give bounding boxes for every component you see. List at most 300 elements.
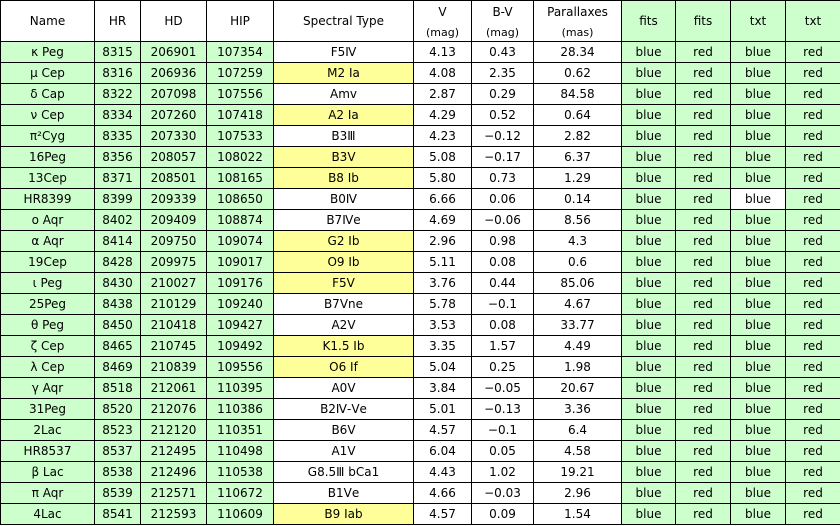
hr-number: 8399 [95,189,141,210]
bv-color-index: 1.02 [472,462,534,483]
fits-blue-link[interactable]: blue [622,42,676,63]
v-magnitude: 3.84 [414,378,472,399]
hd-number: 212593 [141,504,207,525]
spectral-type: O9 Ⅰb [274,252,414,273]
bv-color-index: −0.03 [472,483,534,504]
spectral-type: G2 Ⅰb [274,231,414,252]
fits-blue-link[interactable]: blue [622,168,676,189]
txt-blue-link[interactable]: blue [731,336,786,357]
fits-blue-link[interactable]: blue [622,273,676,294]
hd-number: 209975 [141,252,207,273]
txt-blue-link[interactable]: blue [731,42,786,63]
table-row [1,84,840,105]
v-magnitude: 2.96 [414,231,472,252]
table-row [1,252,840,273]
txt-blue-link[interactable]: blue [731,189,786,210]
hd-number: 207260 [141,105,207,126]
parallax: 0.14 [534,189,622,210]
parallax: 4.58 [534,441,622,462]
txt-red-link[interactable]: red [786,357,840,378]
txt-blue-link[interactable]: blue [731,231,786,252]
hip-number: 109427 [207,315,274,336]
v-magnitude: 6.66 [414,189,472,210]
hip-number: 109556 [207,357,274,378]
header-txt-blue: txt [731,1,786,42]
txt-blue-link[interactable]: blue [731,462,786,483]
txt-blue-link[interactable]: blue [731,126,786,147]
hip-number: 108650 [207,189,274,210]
hr-number: 8539 [95,483,141,504]
star-name: 16Peg [1,147,95,168]
hd-number: 212061 [141,378,207,399]
fits-blue-link[interactable]: blue [622,462,676,483]
hr-number: 8315 [95,42,141,63]
txt-blue-link[interactable]: blue [731,105,786,126]
hip-number: 107354 [207,42,274,63]
star-name: α Aqr [1,231,95,252]
header-v-unit: (mag) [414,23,472,42]
v-magnitude: 5.04 [414,357,472,378]
table-row [1,105,840,126]
fits-red-link[interactable]: red [676,357,731,378]
parallax: 0.64 [534,105,622,126]
v-magnitude: 3.53 [414,315,472,336]
fits-blue-link[interactable]: blue [622,378,676,399]
spectral-type: A2Ⅴ [274,315,414,336]
fits-red-link[interactable]: red [676,168,731,189]
hd-number: 206901 [141,42,207,63]
fits-red-link[interactable]: red [676,441,731,462]
hd-number: 209750 [141,231,207,252]
fits-red-link[interactable]: red [676,315,731,336]
spectral-type: B8 Ⅰb [274,168,414,189]
v-magnitude: 3.35 [414,336,472,357]
star-name: 4Lac [1,504,95,525]
table-row [1,399,840,420]
fits-red-link[interactable]: red [676,231,731,252]
parallax: 8.56 [534,210,622,231]
hd-number: 207330 [141,126,207,147]
spectral-type: B6Ⅴ [274,420,414,441]
parallax: 4.49 [534,336,622,357]
txt-blue-link[interactable]: blue [731,315,786,336]
hr-number: 8371 [95,168,141,189]
fits-blue-link[interactable]: blue [622,147,676,168]
txt-blue-link[interactable]: blue [731,504,786,525]
bv-color-index: 0.05 [472,441,534,462]
parallax: 3.36 [534,399,622,420]
header-txt-red: txt [786,1,840,42]
txt-red-link[interactable]: red [786,252,840,273]
hip-number: 107418 [207,105,274,126]
table-row [1,294,840,315]
bv-color-index: 0.08 [472,315,534,336]
v-magnitude: 5.80 [414,168,472,189]
hip-number: 110538 [207,462,274,483]
txt-red-link[interactable]: red [786,378,840,399]
hr-number: 8518 [95,378,141,399]
fits-red-link[interactable]: red [676,126,731,147]
hip-number: 109240 [207,294,274,315]
hr-number: 8356 [95,147,141,168]
txt-blue-link[interactable]: blue [731,294,786,315]
hr-number: 8334 [95,105,141,126]
bv-color-index: 0.25 [472,357,534,378]
txt-red-link[interactable]: red [786,273,840,294]
spectral-type: M2 Ⅰa [274,63,414,84]
table-row [1,126,840,147]
hd-number: 212495 [141,441,207,462]
hd-number: 209409 [141,210,207,231]
v-magnitude: 4.08 [414,63,472,84]
fits-blue-link[interactable]: blue [622,63,676,84]
fits-red-link[interactable]: red [676,210,731,231]
txt-red-link[interactable]: red [786,483,840,504]
hr-number: 8465 [95,336,141,357]
hip-number: 107533 [207,126,274,147]
v-magnitude: 6.04 [414,441,472,462]
parallax: 1.29 [534,168,622,189]
txt-red-link[interactable]: red [786,420,840,441]
bv-color-index: 0.73 [472,168,534,189]
table-row [1,189,840,210]
fits-red-link[interactable]: red [676,63,731,84]
header-hr: HR [95,1,141,42]
txt-blue-link[interactable]: blue [731,147,786,168]
hd-number: 208501 [141,168,207,189]
table-row [1,504,840,525]
spectral-type: B7Ⅴne [274,294,414,315]
table-row [1,273,840,294]
v-magnitude: 5.78 [414,294,472,315]
fits-red-link[interactable]: red [676,42,731,63]
hip-number: 107556 [207,84,274,105]
txt-red-link[interactable]: red [786,336,840,357]
star-name: κ Peg [1,42,95,63]
table-row [1,42,840,63]
fits-blue-link[interactable]: blue [622,231,676,252]
txt-red-link[interactable]: red [786,84,840,105]
bv-color-index: 0.06 [472,189,534,210]
star-name: λ Cep [1,357,95,378]
fits-blue-link[interactable]: blue [622,357,676,378]
table-row [1,483,840,504]
spectral-type: B7Ⅳe [274,210,414,231]
table-row [1,168,840,189]
fits-blue-link[interactable]: blue [622,504,676,525]
bv-color-index: 0.08 [472,252,534,273]
fits-blue-link[interactable]: blue [622,105,676,126]
hip-number: 110498 [207,441,274,462]
txt-blue-link[interactable]: blue [731,399,786,420]
hr-number: 8541 [95,504,141,525]
hr-number: 8469 [95,357,141,378]
spectral-type: B9 Ⅰab [274,504,414,525]
fits-blue-link[interactable]: blue [622,315,676,336]
hr-number: 8322 [95,84,141,105]
txt-blue-link[interactable]: blue [731,273,786,294]
star-name: π Aqr [1,483,95,504]
table-row [1,336,840,357]
parallax: 6.4 [534,420,622,441]
fits-red-link[interactable]: red [676,273,731,294]
star-name: 31Peg [1,399,95,420]
v-magnitude: 2.87 [414,84,472,105]
hr-number: 8402 [95,210,141,231]
bv-color-index: −0.05 [472,378,534,399]
v-magnitude: 5.08 [414,147,472,168]
hip-number: 108022 [207,147,274,168]
star-name: ι Peg [1,273,95,294]
star-name: HR8537 [1,441,95,462]
txt-red-link[interactable]: red [786,168,840,189]
hd-number: 210129 [141,294,207,315]
bv-color-index: −0.13 [472,399,534,420]
header-fits-blue: fits [622,1,676,42]
star-name: ν Cep [1,105,95,126]
txt-red-link[interactable]: red [786,504,840,525]
hr-number: 8414 [95,231,141,252]
hip-number: 109074 [207,231,274,252]
txt-blue-link[interactable]: blue [731,378,786,399]
star-name: 19Cep [1,252,95,273]
hr-number: 8430 [95,273,141,294]
star-name: HR8399 [1,189,95,210]
fits-red-link[interactable]: red [676,84,731,105]
star-name: μ Cep [1,63,95,84]
header-v: V [414,1,472,24]
hr-number: 8428 [95,252,141,273]
hd-number: 212496 [141,462,207,483]
parallax: 1.54 [534,504,622,525]
bv-color-index: −0.17 [472,147,534,168]
star-name: π²Cyg [1,126,95,147]
hip-number: 110386 [207,399,274,420]
hd-number: 212076 [141,399,207,420]
txt-blue-link[interactable]: blue [731,357,786,378]
txt-blue-link[interactable]: blue [731,210,786,231]
fits-blue-link[interactable]: blue [622,441,676,462]
spectral-type: B0Ⅳ [274,189,414,210]
txt-red-link[interactable]: red [786,63,840,84]
hr-number: 8438 [95,294,141,315]
spectral-type: A1Ⅴ [274,441,414,462]
fits-blue-link[interactable]: blue [622,252,676,273]
fits-red-link[interactable]: red [676,378,731,399]
hd-number: 212571 [141,483,207,504]
fits-red-link[interactable]: red [676,336,731,357]
spectral-type: F5Ⅳ [274,42,414,63]
txt-blue-link[interactable]: blue [731,168,786,189]
v-magnitude: 5.01 [414,399,472,420]
hip-number: 108165 [207,168,274,189]
v-magnitude: 3.76 [414,273,472,294]
fits-red-link[interactable]: red [676,105,731,126]
fits-blue-link[interactable]: blue [622,336,676,357]
header-hip: HIP [207,1,274,42]
txt-blue-link[interactable]: blue [731,420,786,441]
hd-number: 210839 [141,357,207,378]
hip-number: 110672 [207,483,274,504]
bv-color-index: −0.1 [472,294,534,315]
v-magnitude: 4.13 [414,42,472,63]
txt-red-link[interactable]: red [786,147,840,168]
table-row [1,357,840,378]
star-name: δ Cap [1,84,95,105]
hd-number: 210418 [141,315,207,336]
fits-red-link[interactable]: red [676,147,731,168]
hip-number: 110609 [207,504,274,525]
fits-red-link[interactable]: red [676,483,731,504]
txt-red-link[interactable]: red [786,126,840,147]
fits-red-link[interactable]: red [676,504,731,525]
fits-blue-link[interactable]: blue [622,210,676,231]
v-magnitude: 4.23 [414,126,472,147]
hd-number: 209339 [141,189,207,210]
v-magnitude: 4.69 [414,210,472,231]
spectral-type: A2 Ⅰa [274,105,414,126]
parallax: 84.58 [534,84,622,105]
bv-color-index: −0.1 [472,420,534,441]
header-parallaxes: Parallaxes [534,1,622,24]
fits-blue-link[interactable]: blue [622,399,676,420]
hip-number: 110351 [207,420,274,441]
fits-red-link[interactable]: red [676,420,731,441]
hr-number: 8450 [95,315,141,336]
table-row [1,231,840,252]
fits-blue-link[interactable]: blue [622,294,676,315]
txt-blue-link[interactable]: blue [731,84,786,105]
hd-number: 212120 [141,420,207,441]
txt-blue-link[interactable]: blue [731,252,786,273]
hip-number: 109176 [207,273,274,294]
fits-blue-link[interactable]: blue [622,420,676,441]
bv-color-index: 0.52 [472,105,534,126]
hr-number: 8523 [95,420,141,441]
bv-color-index: −0.06 [472,210,534,231]
txt-blue-link[interactable]: blue [731,483,786,504]
hip-number: 109017 [207,252,274,273]
parallax: 1.98 [534,357,622,378]
star-name: 2Lac [1,420,95,441]
txt-red-link[interactable]: red [786,399,840,420]
hip-number: 109492 [207,336,274,357]
fits-blue-link[interactable]: blue [622,84,676,105]
table-row [1,441,840,462]
txt-red-link[interactable]: red [786,441,840,462]
table-row [1,420,840,441]
header-hd: HD [141,1,207,42]
fits-red-link[interactable]: red [676,462,731,483]
bv-color-index: 0.09 [472,504,534,525]
hd-number: 210027 [141,273,207,294]
v-magnitude: 4.57 [414,504,472,525]
table-row [1,210,840,231]
header-name: Name [1,1,95,42]
table-row [1,63,840,84]
parallax: 4.67 [534,294,622,315]
txt-red-link[interactable]: red [786,231,840,252]
table-row [1,378,840,399]
parallax: 4.3 [534,231,622,252]
star-name: 25Peg [1,294,95,315]
txt-blue-link[interactable]: blue [731,63,786,84]
parallax: 2.82 [534,126,622,147]
bv-color-index: 0.98 [472,231,534,252]
txt-red-link[interactable]: red [786,315,840,336]
parallax: 2.96 [534,483,622,504]
v-magnitude: 4.57 [414,420,472,441]
txt-red-link[interactable]: red [786,294,840,315]
fits-red-link[interactable]: red [676,252,731,273]
txt-red-link[interactable]: red [786,210,840,231]
bv-color-index: −0.12 [472,126,534,147]
parallax: 0.62 [534,63,622,84]
table-row [1,315,840,336]
star-name: ζ Cep [1,336,95,357]
txt-red-link[interactable]: red [786,105,840,126]
parallax: 0.6 [534,252,622,273]
header-parallaxes-unit: (mas) [534,23,622,42]
parallax: 19.21 [534,462,622,483]
fits-blue-link[interactable]: blue [622,189,676,210]
fits-red-link[interactable]: red [676,189,731,210]
header-bv: B-V [472,1,534,24]
txt-blue-link[interactable]: blue [731,441,786,462]
star-name: ο Aqr [1,210,95,231]
fits-blue-link[interactable]: blue [622,126,676,147]
txt-red-link[interactable]: red [786,462,840,483]
fits-red-link[interactable]: red [676,399,731,420]
hd-number: 207098 [141,84,207,105]
star-name: θ Peg [1,315,95,336]
spectral-type: B3Ⅴ [274,147,414,168]
fits-red-link[interactable]: red [676,294,731,315]
star-name: 13Cep [1,168,95,189]
hip-number: 107259 [207,63,274,84]
table-row [1,147,840,168]
spectral-type: F5Ⅴ [274,273,414,294]
hd-number: 208057 [141,147,207,168]
hip-number: 108874 [207,210,274,231]
spectral-type: O6 Ⅰf [274,357,414,378]
header-fits-red: fits [676,1,731,42]
v-magnitude: 4.29 [414,105,472,126]
txt-red-link[interactable]: red [786,189,840,210]
hr-number: 8335 [95,126,141,147]
parallax: 6.37 [534,147,622,168]
spectral-type: B1Ⅴe [274,483,414,504]
spectral-type: A0Ⅴ [274,378,414,399]
v-magnitude: 4.43 [414,462,472,483]
parallax: 20.67 [534,378,622,399]
v-magnitude: 5.11 [414,252,472,273]
parallax: 33.77 [534,315,622,336]
txt-red-link[interactable]: red [786,42,840,63]
hr-number: 8316 [95,63,141,84]
hr-number: 8537 [95,441,141,462]
hd-number: 210745 [141,336,207,357]
hr-number: 8520 [95,399,141,420]
header-spectral-type: Spectral Type [274,1,414,42]
spectral-type: B2Ⅳ-Ⅴe [274,399,414,420]
hr-number: 8538 [95,462,141,483]
fits-blue-link[interactable]: blue [622,483,676,504]
spectral-type: Amv [274,84,414,105]
table-row [1,462,840,483]
parallax: 85.06 [534,273,622,294]
star-name: γ Aqr [1,378,95,399]
